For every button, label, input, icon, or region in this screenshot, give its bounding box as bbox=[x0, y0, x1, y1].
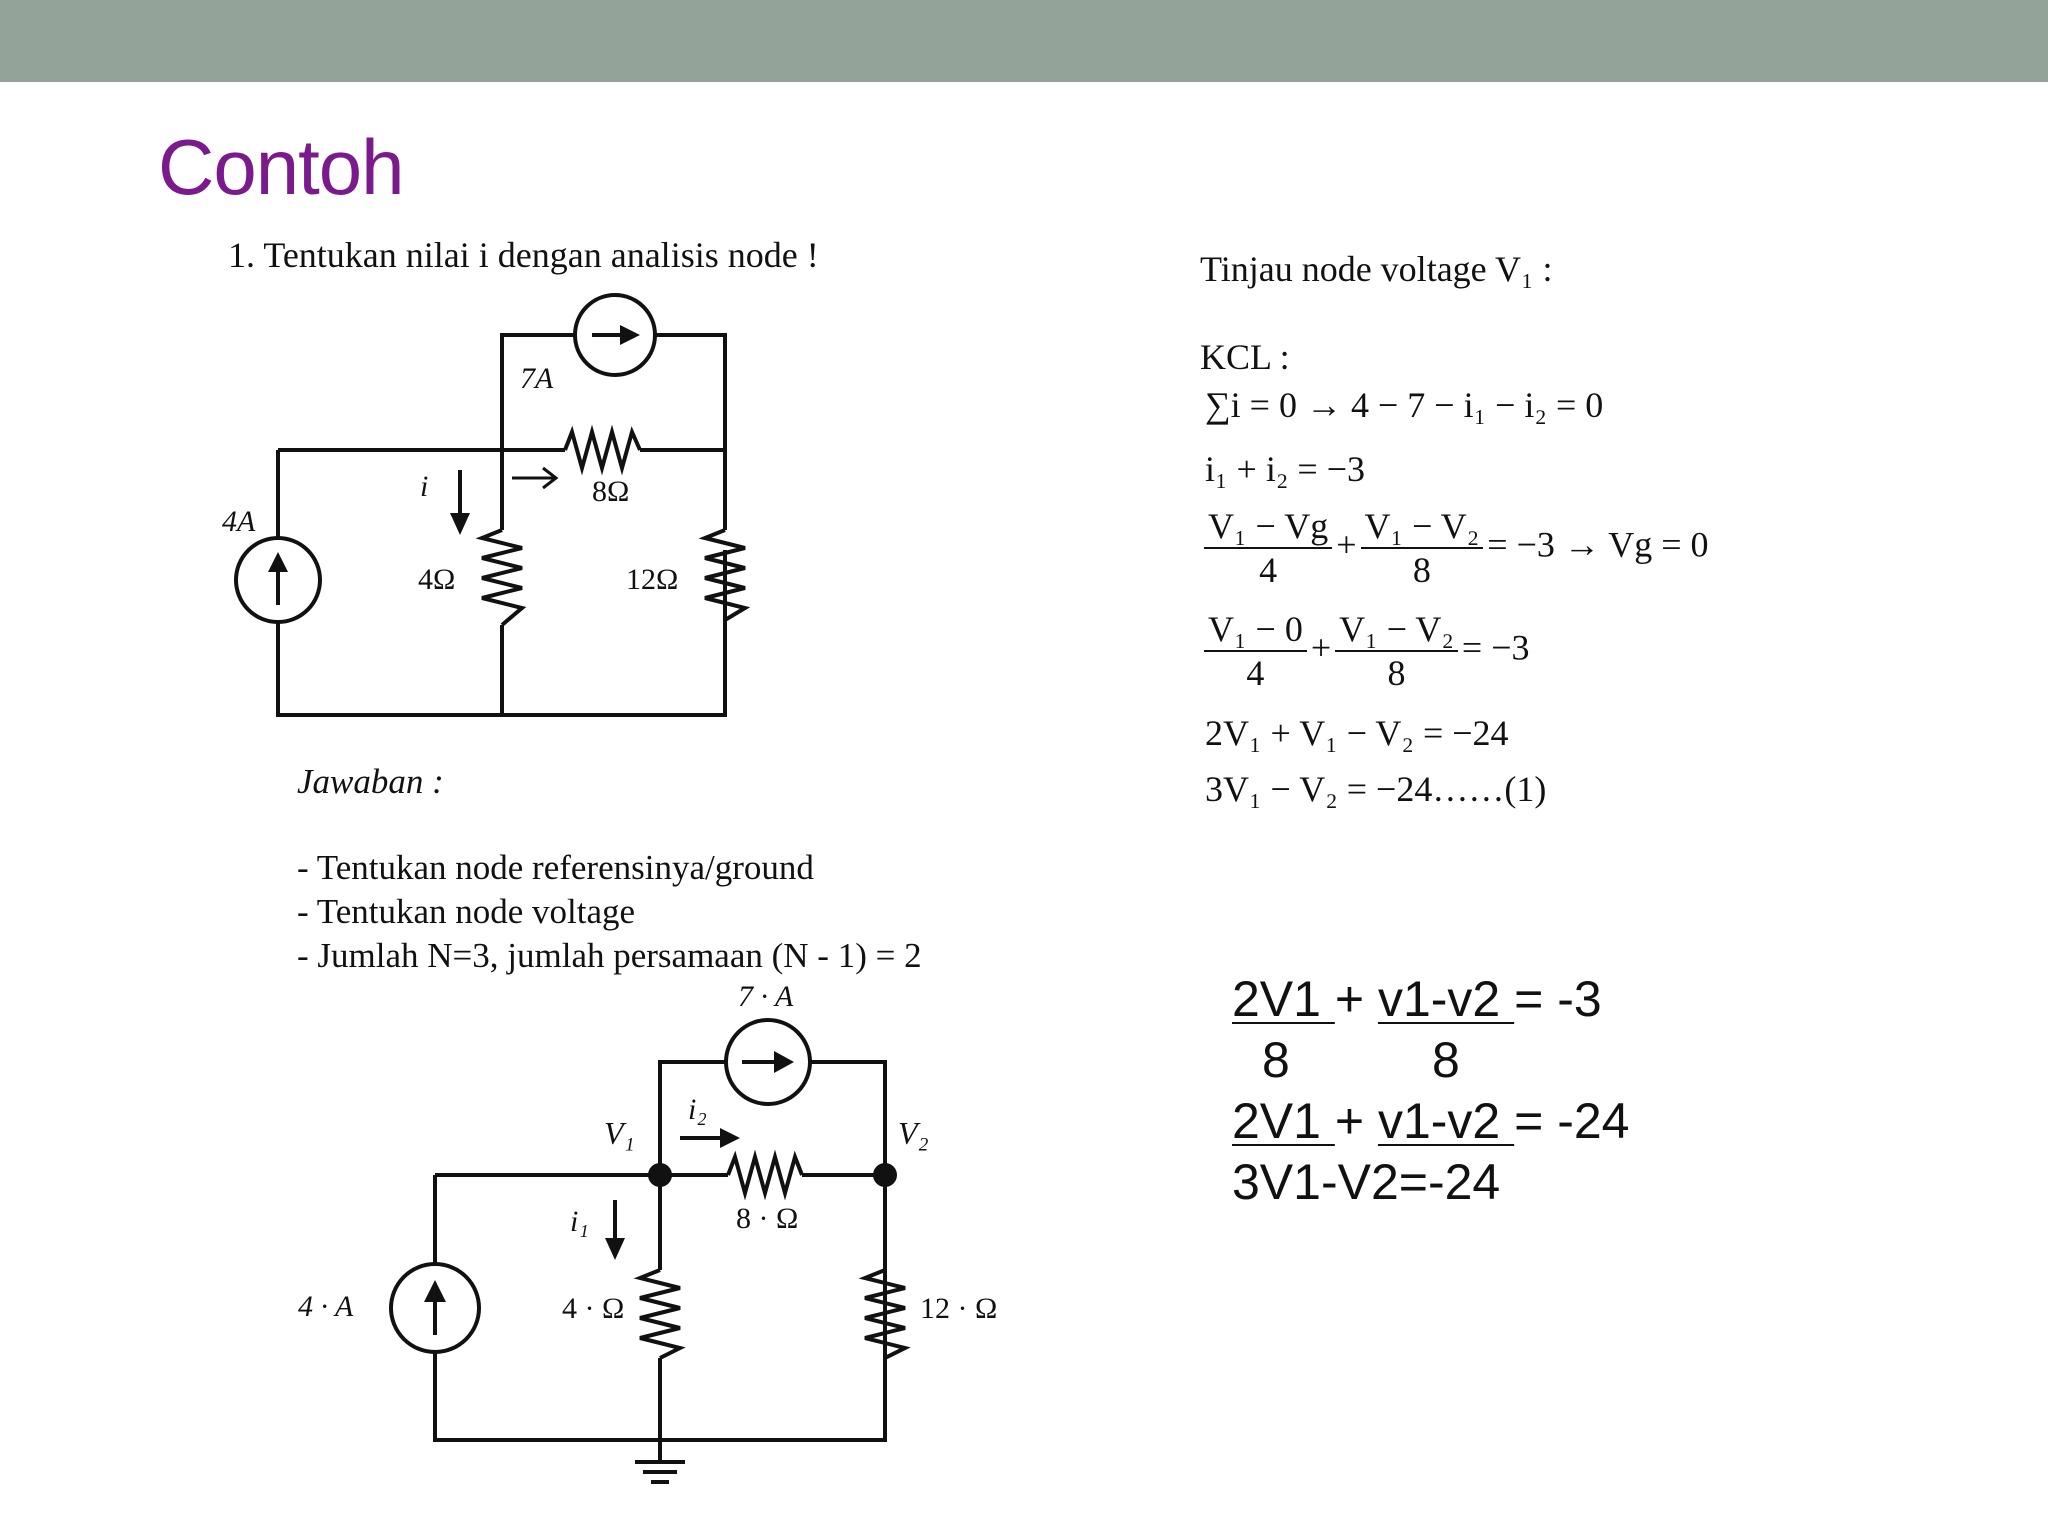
c1-label-i: i bbox=[420, 470, 429, 503]
c1-label-8ohm: 8Ω bbox=[592, 475, 630, 508]
slide-title: Contoh bbox=[158, 123, 404, 211]
c2-label-12ohm: 12 · Ω bbox=[920, 1292, 998, 1325]
problem-question: 1. Tentukan nilai i dengan analisis node ! bbox=[228, 235, 819, 275]
equation-node-v1-b: $\frac{\text{V₁ − 0}}{4}$ + $\frac{\text{V₁ − V₂}}{8}$ = −3 bbox=[1200, 608, 1530, 694]
resistor-8ohm bbox=[728, 1157, 802, 1193]
c1-label-12ohm: 12Ω bbox=[626, 563, 679, 596]
resistor-8ohm bbox=[565, 432, 640, 468]
note-line-4: 3V1-V2=-24 bbox=[1232, 1154, 1501, 1210]
note-line-1: 2V1 + v1-v2 = -3 bbox=[1232, 971, 1602, 1027]
c2-label-i2: i₂ bbox=[688, 1093, 707, 1126]
c1-label-7a: 7A bbox=[520, 362, 554, 395]
c2-label-4a: 4 · A bbox=[298, 1290, 354, 1323]
step-item: - Jumlah N=3, jumlah persamaan (N - 1) = 2 bbox=[297, 936, 922, 975]
c2-label-4ohm: 4 · Ω bbox=[562, 1292, 625, 1325]
circuit-diagram-1 bbox=[200, 280, 760, 730]
kcl-label: KCL : bbox=[1200, 337, 1290, 377]
analysis-heading: Tinjau node voltage V₁ : bbox=[1200, 249, 1553, 289]
step-item: - Tentukan node voltage bbox=[297, 892, 636, 931]
equation-combined: 2V₁ + V₁ − V₂ = −24 bbox=[1205, 713, 1509, 753]
c2-label-v1: V₁ bbox=[604, 1115, 635, 1151]
note-line-2-den2: 8 bbox=[1432, 1032, 1460, 1088]
c2-label-7a: 7 · A bbox=[738, 980, 794, 1013]
note-line-2-den1: 8 bbox=[1262, 1032, 1290, 1088]
answer-steps bbox=[297, 846, 922, 978]
note-line-3: 2V1 + v1-v2 = -24 bbox=[1232, 1093, 1630, 1149]
answer-label: Jawaban : bbox=[297, 762, 444, 801]
resistor-12ohm bbox=[865, 1270, 905, 1358]
equation-node-v1-a: $\frac{\text{V₁ − Vg}}{4}$ + $\frac{\text{V₁ − V₂}}{8}$ = −3 → Vg = 0 bbox=[1200, 505, 1709, 591]
equation-result-1: 3V₁ − V₂ = −24……(1) bbox=[1205, 769, 1547, 809]
step-item: - Tentukan node referensinya/ground bbox=[297, 848, 814, 887]
resistor-4ohm bbox=[640, 1270, 680, 1358]
top-bar bbox=[0, 0, 2048, 82]
circuit-diagram-2 bbox=[280, 990, 1040, 1520]
c1-label-4a: 4A bbox=[222, 505, 256, 538]
c2-label-i1: i₁ bbox=[570, 1205, 589, 1238]
c2-label-8ohm: 8 · Ω bbox=[736, 1202, 799, 1235]
resistor-4ohm bbox=[482, 530, 522, 625]
c2-label-v2: V₂ bbox=[898, 1115, 929, 1151]
equation-kcl-sum: ∑i = 0 → 4 − 7 − i₁ − i₂ = 0 bbox=[1205, 385, 1604, 425]
equation-current-sum: i₁ + i₂ = −3 bbox=[1205, 449, 1366, 489]
c1-label-4ohm: 4Ω bbox=[418, 563, 456, 596]
